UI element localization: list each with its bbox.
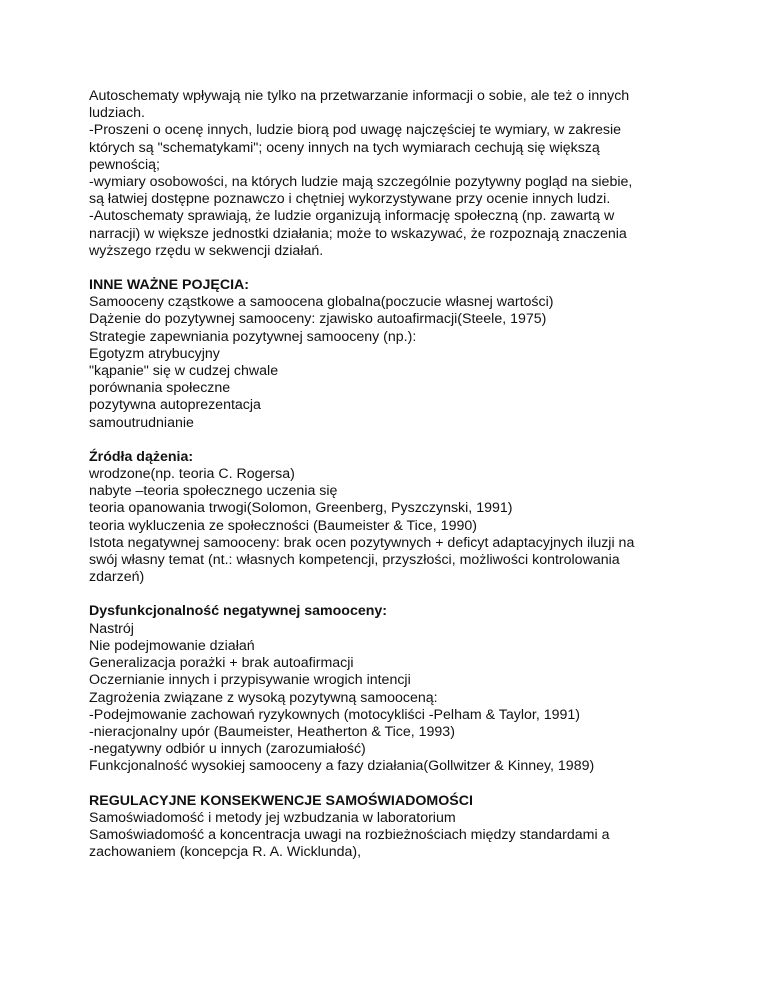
- text-line: zachowaniem (koncepcja R. A. Wicklunda),: [89, 844, 362, 861]
- section-heading: REGULACYJNE KONSEKWENCJE SAMOŚWIADOMOŚCI: [89, 792, 473, 809]
- section-heading: INNE WAŻNE POJĘCIA:: [89, 277, 250, 294]
- text-line: porównania społeczne: [89, 380, 231, 397]
- text-line: wrodzone(np. teoria C. Rogersa): [89, 466, 295, 483]
- text-line: Egotyzm atrybucyjny: [89, 345, 220, 362]
- text-line: -wymiary osobowości, na których ludzie mają szczególnie pozytywny pogląd na siebie,: [89, 174, 633, 191]
- text-line: Istota negatywnej samooceny: brak ocen pozytywnych + deficyt adaptacyjnych iluzji na: [89, 534, 635, 551]
- text-line: -Proszeni o ocenę innych, ludzie biorą pod uwagę najczęściej te wymiary, w zakresie: [89, 122, 622, 139]
- text-line: Generalizacja porażki + brak autoafirmacji: [89, 655, 354, 672]
- text-line: teoria opanowania trwogi(Solomon, Greenberg, Pyszczynski, 1991): [89, 500, 513, 517]
- intro-paragraph: [89, 88, 680, 260]
- text-line: Strategie zapewniania pozytywnej samooceny (np.):: [89, 328, 417, 345]
- text-line: Samooceny cząstkowe a samoocena globalna(poczucie własnej wartości): [89, 294, 554, 311]
- text-line: narracji) w większe jednostki działania; może to wskazywać, że rozpoznają znaczenia: [89, 225, 627, 242]
- text-line: -Autoschematy sprawiają, że ludzie organizują informację społeczną (np. zawartą w: [89, 208, 615, 225]
- text-line: Oczernianie innych i przypisywanie wrogich intencji: [89, 672, 411, 689]
- text-line: Zagrożenia związane z wysoką pozytywną samooceną:: [89, 689, 438, 706]
- text-line: pozytywna autoprezentacja: [89, 397, 261, 414]
- text-line: Autoschematy wpływają nie tylko na przetwarzanie informacji o sobie, ale też o innych: [89, 88, 630, 104]
- text-line: swój własny temat (nt.: własnych kompetencji, przyszłości, możliwości kontrolowania: [89, 552, 620, 569]
- section-dysfunkcjonalnosc: [89, 603, 680, 775]
- section-heading: Źródła dążenia:: [89, 448, 194, 465]
- text-line: -nieracjonalny upór (Baumeister, Heatherton & Tice, 1993): [89, 723, 455, 740]
- text-line: pewnością;: [89, 156, 160, 173]
- text-line: Dążenie do pozytywnej samooceny: zjawisko autoafirmacji(Steele, 1975): [89, 311, 547, 328]
- text-line: nabyte –teoria społecznego uczenia się: [89, 483, 338, 500]
- text-line: Funkcjonalność wysokiej samooceny a fazy działania(Gollwitzer & Kinney, 1989): [89, 758, 595, 775]
- text-line: zdarzeń): [89, 569, 145, 586]
- text-line: samoutrudnianie: [89, 414, 194, 431]
- text-line: -negatywny odbiór u innych (zarozumiałość): [89, 741, 366, 758]
- paragraph-gap: [89, 260, 680, 277]
- text-line: Samoświadomość i metody jej wzbudzania w laboratorium: [89, 809, 456, 826]
- section-heading: Dysfunkcjonalność negatywnej samooceny:: [89, 603, 388, 620]
- text-line: Nie podejmowanie działań: [89, 637, 255, 654]
- text-line: Nastrój: [89, 620, 134, 637]
- text-line: ludziach.: [89, 105, 145, 122]
- text-line: teoria wykluczenia ze społeczności (Baumeister & Tice, 1990): [89, 517, 477, 534]
- text-line: których są "schematykami"; oceny innych na tych wymiarach cechują się większą: [89, 139, 600, 156]
- section-inne-wazne-pojecia: [89, 277, 680, 432]
- section-zrodla-dazenia: [89, 449, 680, 587]
- text-line: Samoświadomość a koncentracja uwagi na rozbieżnościach między standardami a: [89, 826, 610, 843]
- paragraph-gap: [89, 776, 680, 793]
- section-regulacyjne-konsekwencje: [89, 793, 680, 862]
- paragraph-gap: [89, 432, 680, 449]
- text-line: są łatwiej dostępne poznawczo i chętniej wykorzystywane przy ocenie innych ludzi.: [89, 191, 611, 208]
- paragraph-gap: [89, 586, 680, 603]
- text-line: wyższego rzędu w sekwencji działań.: [89, 242, 324, 259]
- text-line: -Podejmowanie zachowań ryzykownych (motocykliści -Pelham & Taylor, 1991): [89, 706, 580, 723]
- text-line: "kąpanie" się w cudzej chwale: [89, 363, 279, 380]
